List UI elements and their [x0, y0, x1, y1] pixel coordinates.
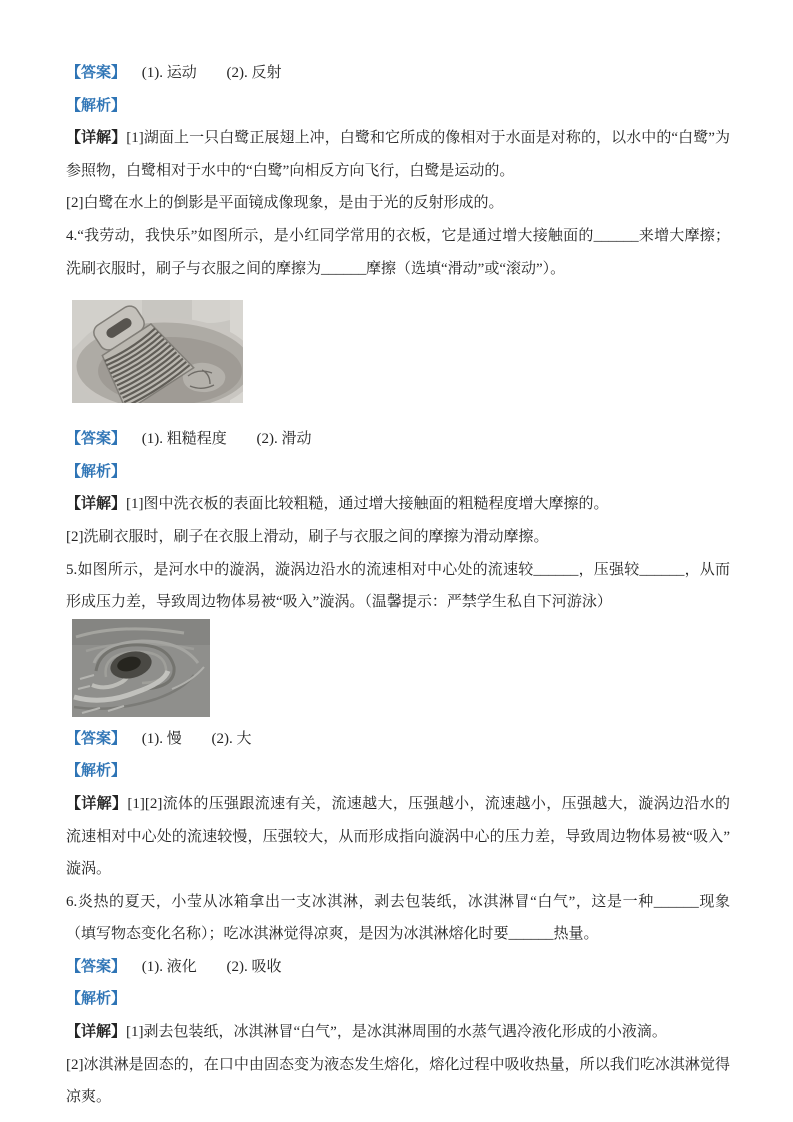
q6-analysis-line [66, 983, 730, 1016]
answer-label: 【答案】 [66, 730, 127, 747]
analysis-label: 【解析】 [66, 991, 127, 1008]
q3-answer-line [66, 57, 730, 90]
detail-label: 【详解】 [66, 795, 128, 812]
washboard-photo [72, 300, 243, 403]
q4-analysis-line [66, 456, 730, 489]
q6-detail-text-1: [1]剥去包装纸，冰淇淋冒“白气”，是冰淇淋周围的水蒸气遇冷液化形成的小液滴。 [126, 1024, 667, 1041]
q5-detail-text-1: [1][2]流体的压强跟流速有关，流速越大，压强越小，流速越小，压强越大，漩涡边沿水的流速相对中心处的流速较慢，压强较大，从而形成指向漩涡中心的压力差，导致周边物体易被“吸入”漩涡。 [66, 795, 730, 878]
analysis-label: 【解析】 [66, 463, 127, 480]
washboard-illustration [72, 300, 243, 403]
q4-detail-text-1: [1]图中洗衣板的表面比较粗糙，通过增大接触面的粗糙程度增大摩擦的。 [126, 496, 609, 513]
detail-label: 【详解】 [66, 496, 127, 513]
whirlpool-photo [72, 619, 210, 717]
q4-detail-paragraph-1 [66, 488, 730, 521]
q3-analysis-line [66, 90, 730, 123]
whirlpool-illustration [72, 619, 210, 717]
question-4-text: 4.“我劳动，我快乐”如图所示，是小红同学常用的衣板，它是通过增大接触面的______来增大摩擦；洗刷衣服时，刷子与衣服之间的摩擦为______摩擦（选填“滑动”或“滚动”）。 [66, 227, 730, 277]
q6-answer-1: (1). 液化 [141, 958, 197, 975]
question-6-text: 6.炎热的夏天，小莹从冰箱拿出一支冰淇淋，剥去包装纸，冰淇淋冒“白气”，这是一种______现象（填写物态变化名称）；吃冰淇淋觉得凉爽，是因为冰淇淋熔化时要______热量。 [66, 893, 730, 943]
answer-label: 【答案】 [66, 431, 127, 448]
detail-label: 【详解】 [66, 1024, 127, 1041]
q6-answer-2: (2). 吸收 [226, 958, 282, 975]
q5-answer-2: (2). 大 [211, 730, 252, 747]
q3-detail-paragraph-1 [66, 122, 730, 187]
q5-detail-paragraph-1 [66, 788, 730, 886]
q3-answer-2: (2). 反射 [226, 65, 282, 81]
q4-answer-line [66, 423, 730, 456]
q5-answer-1: (1). 慢 [141, 730, 182, 747]
q6-detail-paragraph-1 [66, 1016, 730, 1049]
q3-detail-paragraph-2: [2]白鹭在水上的倒影是平面镜成像现象，是由于光的反射形成的。 [66, 195, 504, 212]
answer-label: 【答案】 [66, 958, 127, 975]
q4-answer-1: (1). 粗糙程度 [141, 431, 227, 448]
q4-answer-2: (2). 滑动 [256, 431, 312, 448]
q5-analysis-line [66, 755, 730, 788]
q6-answer-line [66, 951, 730, 984]
q3-detail-text-1: [1]湖面上一只白鹭正展翅上冲，白鹭和它所成的像相对于水面是对称的，以水中的“白鹭”为参照物，白鹭相对于水中的“白鹭”向相反方向飞行，白鹭是运动的。 [66, 130, 730, 179]
analysis-label: 【解析】 [66, 763, 127, 780]
q6-detail-paragraph-2: [2]冰淇淋是固态的，在口中由固态变为液态发生熔化，熔化过程中吸收热量，所以我们吃冰淇淋觉得凉爽。 [66, 1056, 730, 1106]
answer-label: 【答案】 [66, 65, 127, 81]
detail-label: 【详解】 [66, 130, 127, 147]
q5-answer-line [66, 723, 730, 756]
question-5-text: 5.如图所示，是河水中的漩涡，漩涡边沿水的流速相对中心处的流速较______，压强较______，从而形成压力差，导致周边物体易被“吸入”漩涡。（温馨提示：严禁学生私自下河游泳） [66, 561, 730, 611]
analysis-label: 【解析】 [66, 97, 127, 114]
q3-answer-1: (1). 运动 [141, 65, 197, 81]
q4-detail-paragraph-2: [2]洗刷衣服时，刷子在衣服上滑动，刷子与衣服之间的摩擦为滑动摩擦。 [66, 528, 549, 545]
